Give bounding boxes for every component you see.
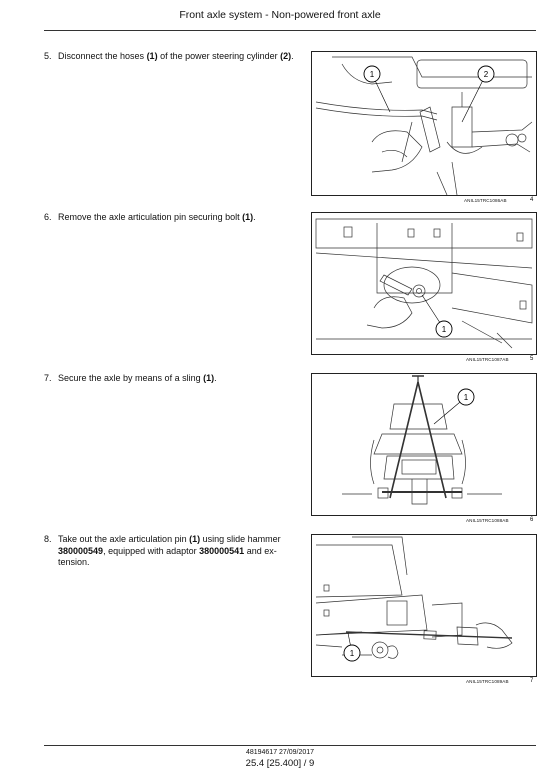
header-divider: [44, 30, 536, 31]
illustration-steering-hoses: [312, 52, 536, 195]
callout-1: [434, 389, 474, 424]
step-text: [58, 373, 296, 385]
step-text-run: Remove the axle articulation pin securing bolt: [58, 212, 243, 222]
callout-2: [462, 66, 494, 122]
illustration-slide-hammer: [312, 535, 536, 676]
step-text-run: .: [291, 51, 294, 61]
callout-1: [364, 66, 390, 112]
step-number: 6.: [44, 212, 52, 222]
step-text: [58, 212, 296, 224]
page-header-title: Front axle system - Non-powered front axle: [179, 9, 381, 21]
step-text-run: .: [253, 212, 256, 222]
step-text-bold: (1): [242, 212, 254, 222]
figure-number: 7: [530, 678, 534, 684]
svg-text:1: 1: [463, 393, 469, 402]
figure-6-sling: [311, 373, 537, 516]
figure-5-securing-bolt: [311, 212, 537, 355]
figure-code: ANIL15TRC1089AB: [466, 679, 509, 684]
footer-page-number: 25.4 [25.400] / 9: [245, 758, 315, 769]
step-text-run: of the power steering cylinder: [157, 51, 281, 61]
step-number: 7.: [44, 373, 52, 383]
svg-text:1: 1: [349, 649, 355, 658]
step-number: 8.: [44, 534, 52, 544]
figure-code: ANIL15TRC1087AB: [466, 357, 509, 362]
figure-4-hose-disconnect: [311, 51, 537, 196]
step-text-bold: (1): [189, 534, 201, 544]
step-text-bold: 380000541: [199, 545, 245, 556]
figure-code: ANIL15TRC1088AB: [466, 518, 509, 523]
figure-code: ANIL15TRC1086AB: [464, 198, 507, 203]
figure-number: 6: [530, 517, 534, 523]
step-text: [58, 51, 296, 63]
svg-text:1: 1: [369, 70, 375, 79]
illustration-axle-sling: [312, 374, 536, 515]
step-text-run: .: [214, 373, 217, 383]
step-text-bold: (2): [280, 51, 292, 61]
step-text-run: Take out the axle articulation pin: [58, 534, 190, 544]
step-text-run: Secure the axle by means of a sling: [58, 373, 204, 383]
step-text: [58, 534, 296, 569]
figure-7-slide-hammer: [311, 534, 537, 677]
step-text-run: using slide hammer: [200, 534, 281, 544]
footer-doc-id: 48194617 27/09/2017: [245, 749, 315, 756]
step-number: 5.: [44, 51, 52, 61]
step-text-run: Disconnect the hoses: [58, 51, 147, 61]
footer-divider: [44, 745, 536, 746]
figure-number: 4: [530, 197, 534, 203]
svg-text:1: 1: [441, 325, 447, 334]
figure-number: 5: [530, 356, 534, 362]
svg-text:2: 2: [483, 70, 489, 79]
illustration-articulation-bolt: [312, 213, 536, 354]
step-text-run: , equipped with adaptor: [103, 545, 200, 556]
step-text-bold: (1): [146, 51, 158, 61]
step-text-run: and ex-tension.: [58, 545, 277, 567]
step-text-bold: (1): [203, 373, 215, 383]
callout-1: [422, 295, 452, 337]
step-text-bold: 380000549: [58, 545, 104, 556]
callout-1: [344, 633, 360, 661]
